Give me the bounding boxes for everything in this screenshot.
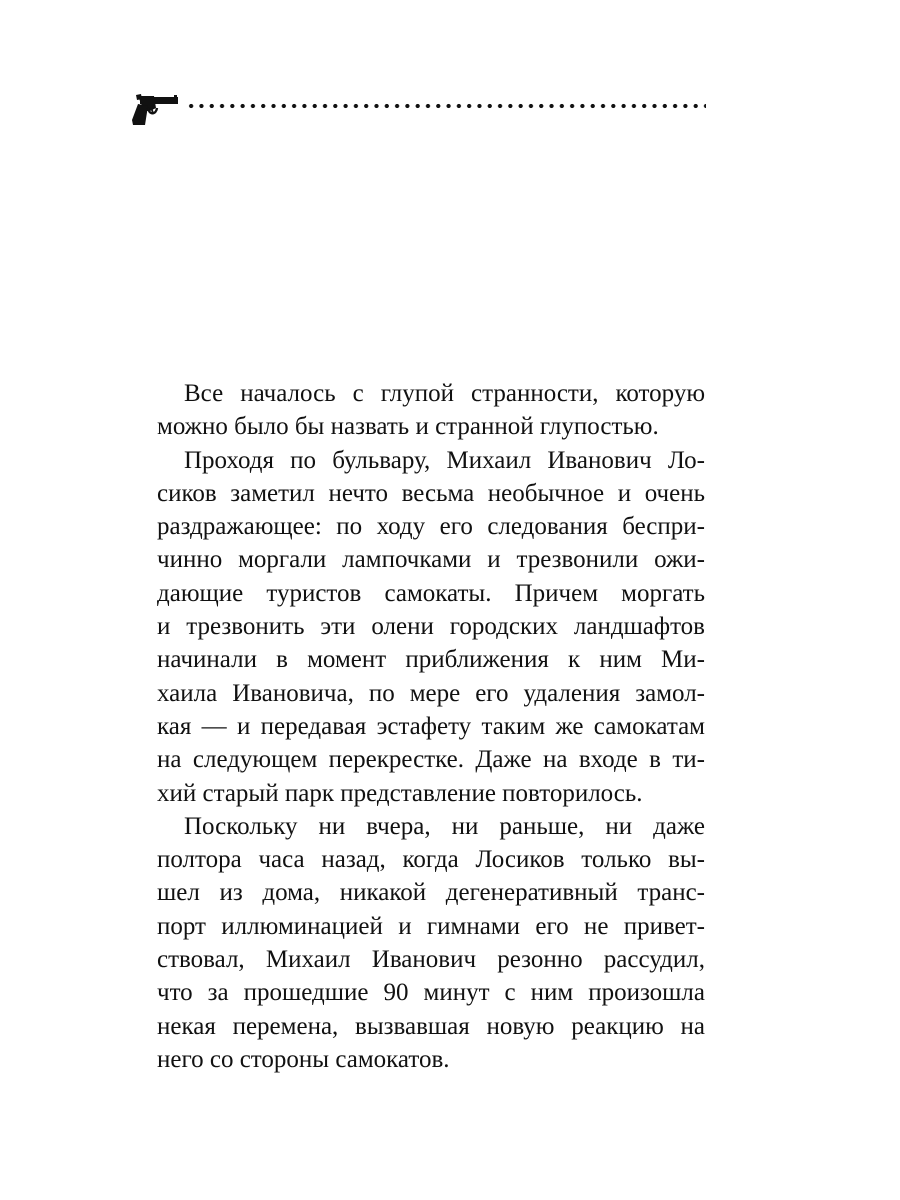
text-line: что за прошедшие 90 минут с ним произошла [157, 979, 705, 1007]
text-line: дающие туристов самокаты. Причем моргать [157, 579, 705, 607]
dotted-rule [186, 102, 706, 110]
text-line: некая перемена, вызвавшая новую реакцию на [157, 1012, 705, 1040]
text-line: порт иллюминацией и гимнами его не привет- [157, 912, 705, 940]
text-line: и трезвонить эти олени городских ландшафтов [157, 613, 705, 641]
text-line: Поскольку ни вчера, ни раньше, ни даже [184, 812, 705, 840]
text-line: полтора часа назад, когда Лосиков только вы- [157, 846, 705, 874]
text-line: на следующем перекрестке. Даже на входе в ти- [157, 746, 705, 774]
text-line: чинно моргали лампочками и трезвонили ожи- [157, 546, 705, 574]
text-line: раздражающее: по ходу его следования беспри- [157, 513, 705, 541]
text-line: Проходя по бульвару, Михаил Иванович Ло- [184, 446, 705, 474]
text-line: шел из дома, никакой дегенеративный транс- [157, 879, 705, 907]
text-line: хаила Ивановича, по мере его удаления замол- [157, 679, 705, 707]
text-line: хий старый парк представление повторилось. [157, 779, 643, 807]
text-line: можно было бы назвать и странной глупостью. [157, 413, 659, 441]
paragraph-1 [157, 377, 705, 444]
body-text [157, 377, 705, 1076]
text-line: ствовал, Михаил Иванович резонно рассудил, [157, 946, 705, 974]
text-line: начинали в момент приближения к ним Ми- [157, 646, 705, 674]
paragraph-3 [157, 810, 705, 1076]
text-line: него со стороны самокатов. [157, 1045, 450, 1073]
text-line: сиков заметил нечто весьма необычное и очень [157, 479, 705, 507]
header-ornament [130, 92, 710, 132]
text-line: кая — и передавая эстафету таким же самокатам [157, 712, 705, 740]
paragraph-2 [157, 444, 705, 810]
text-line: Все началось с глупой странности, которую [184, 380, 705, 407]
revolver-icon [130, 92, 182, 128]
